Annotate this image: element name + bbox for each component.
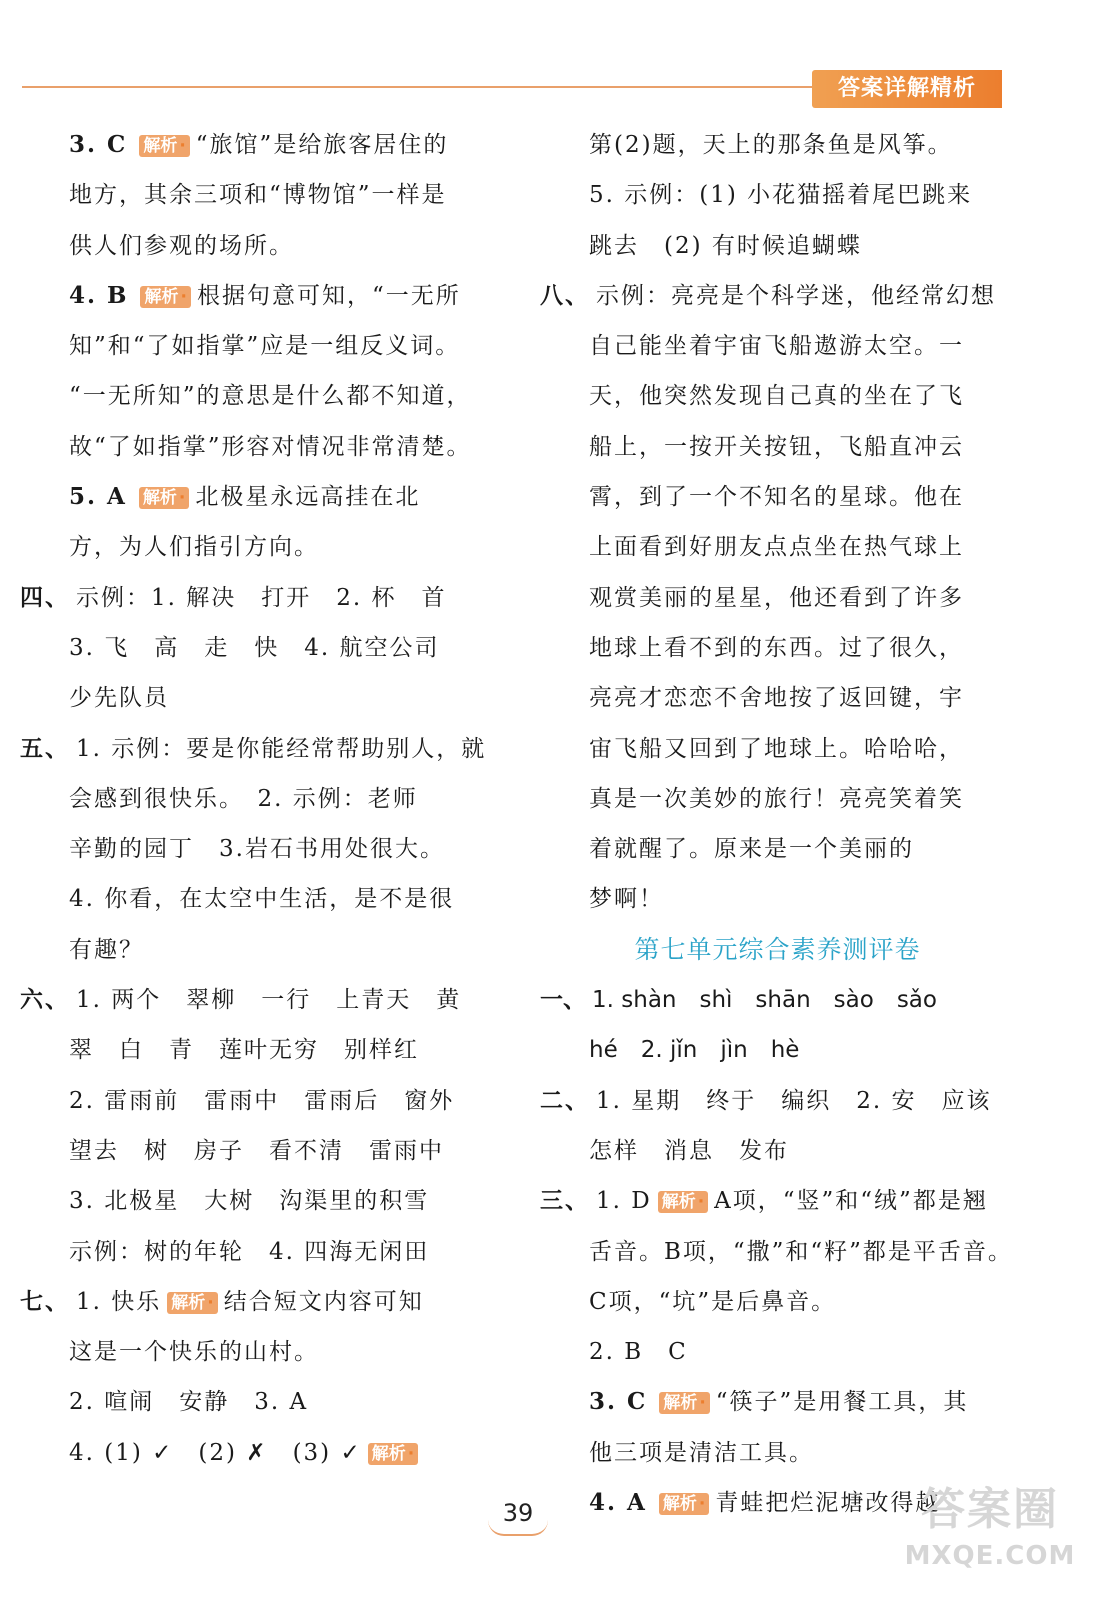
line-text: 地球上看不到的东西。过了很久， bbox=[589, 634, 964, 661]
answer-line bbox=[20, 371, 490, 421]
answer-line bbox=[540, 422, 1015, 472]
item-number: 六、 bbox=[20, 986, 70, 1014]
line-text: 天，他突然发现自己真的坐在了飞 bbox=[589, 383, 964, 410]
line-text: 他三项是清洁工具。 bbox=[589, 1439, 814, 1466]
item-number: 5. A bbox=[69, 483, 127, 511]
line-text: 第(2)题，天上的那条鱼是风筝。 bbox=[589, 132, 953, 158]
line-text: 船上，一按开关按钮，飞船直冲云 bbox=[589, 433, 964, 460]
answer-line bbox=[540, 321, 1015, 371]
answer-line bbox=[540, 170, 1015, 220]
answer-line bbox=[20, 170, 490, 220]
line-text: 观赏美丽的星星，他还看到了许多 bbox=[589, 584, 964, 611]
line-text: 2. B C bbox=[589, 1339, 688, 1366]
answer-line bbox=[20, 824, 490, 874]
line-text: 1. 星期 终于 编织 2. 安 应该 bbox=[596, 1087, 992, 1114]
watermark-logo bbox=[900, 1480, 1080, 1590]
line-text: 示例：1. 解决 打开 2. 杯 首 bbox=[76, 584, 447, 611]
answer-line bbox=[20, 120, 490, 170]
item-number: 三、 bbox=[540, 1187, 590, 1215]
section-title: 第七单元综合素养测评卷 bbox=[634, 934, 921, 964]
answer-line bbox=[20, 673, 490, 723]
answer-line bbox=[20, 1126, 490, 1176]
line-text: 跳去 (2) 有时候追蝴蝶 bbox=[589, 232, 862, 259]
item-number: 3. C bbox=[69, 131, 128, 158]
line-text: 2. 喧闹 安静 3. A bbox=[69, 1389, 309, 1416]
item-number: 二、 bbox=[540, 1086, 590, 1114]
watermark-url: MXQE.COM bbox=[904, 1541, 1076, 1571]
answer-line bbox=[20, 975, 490, 1025]
analysis-marker: 解析 · bbox=[167, 1292, 217, 1314]
answer-line bbox=[20, 774, 490, 824]
answer-line bbox=[20, 1176, 490, 1226]
line-text: 1. 两个 翠柳 一行 上青天 黄 bbox=[76, 987, 462, 1014]
analysis-marker: 解析 · bbox=[659, 1493, 709, 1515]
answer-line bbox=[540, 724, 1015, 774]
answer-line bbox=[540, 1428, 1015, 1478]
item-number: 3. C bbox=[589, 1388, 648, 1416]
line-text: 供人们参观的场所。 bbox=[69, 232, 294, 259]
answer-line bbox=[20, 422, 490, 472]
answer-line bbox=[540, 120, 1015, 170]
answer-line bbox=[20, 1428, 490, 1478]
answer-line bbox=[20, 321, 490, 371]
answer-line bbox=[20, 1377, 490, 1427]
line-text: 着就醒了。原来是一个美丽的 bbox=[589, 836, 914, 863]
analysis-marker: 解析 · bbox=[659, 1392, 709, 1414]
answer-line bbox=[20, 271, 490, 321]
answer-line bbox=[540, 874, 1015, 924]
line-text: 青蛙把烂泥塘改得越 bbox=[715, 1490, 941, 1517]
answer-line bbox=[540, 1025, 1015, 1075]
line-text: 真是一次美妙的旅行！亮亮笑着笑 bbox=[589, 785, 964, 812]
answer-line bbox=[20, 1025, 490, 1075]
item-number: 七、 bbox=[20, 1287, 70, 1315]
line-text: 这是一个快乐的山村。 bbox=[69, 1339, 319, 1366]
answer-line bbox=[540, 1327, 1015, 1377]
watermark-title: 答案圈 bbox=[921, 1484, 1059, 1535]
line-text: 3. 北极星 大树 沟渠里的积雪 bbox=[69, 1188, 430, 1215]
line-text: 方，为人们指引方向。 bbox=[69, 534, 319, 561]
analysis-marker: 解析 · bbox=[139, 487, 189, 509]
line-text-continued: 结合短文内容可知 bbox=[223, 1288, 424, 1315]
answer-line bbox=[540, 1176, 1015, 1226]
line-text: 1. 快乐 bbox=[76, 1288, 162, 1315]
answer-line bbox=[20, 724, 490, 774]
answer-line bbox=[20, 472, 490, 522]
line-text: 梦啊！ bbox=[589, 886, 664, 913]
answer-line bbox=[540, 824, 1015, 874]
item-number: 一、 bbox=[540, 987, 586, 1014]
answer-line bbox=[20, 1076, 490, 1126]
answer-line bbox=[540, 1377, 1015, 1427]
line-text: 宙飞船又回到了地球上。哈哈哈， bbox=[589, 735, 964, 762]
line-text: 3. 飞 高 走 快 4. 航空公司 bbox=[69, 634, 440, 661]
line-text: 4. 你看，在太空中生活，是不是很 bbox=[69, 886, 455, 913]
answer-line bbox=[540, 472, 1015, 522]
line-text: hé 2. jǐn jìn hè bbox=[589, 1037, 800, 1064]
line-text: 1. D bbox=[596, 1188, 652, 1215]
line-text: 少先队员 bbox=[69, 685, 169, 712]
answer-line bbox=[540, 1126, 1015, 1176]
left-column bbox=[20, 120, 490, 1478]
right-column bbox=[540, 120, 1015, 1528]
answer-line bbox=[20, 221, 490, 271]
line-text: 望去 树 房子 看不清 雷雨中 bbox=[69, 1137, 444, 1164]
line-text: 辛勤的园丁 3.岩石书用处很大。 bbox=[69, 836, 445, 863]
line-text: 会感到很快乐。 2. 示例：老师 bbox=[69, 785, 418, 812]
answer-line bbox=[20, 623, 490, 673]
analysis-marker: 解析 · bbox=[139, 135, 189, 157]
answer-line bbox=[540, 1277, 1015, 1327]
analysis-marker: 解析 · bbox=[140, 286, 190, 308]
line-text: 霄，到了一个不知名的星球。他在 bbox=[589, 484, 964, 511]
line-text: 怎样 消息 发布 bbox=[589, 1137, 789, 1164]
item-number: 八、 bbox=[540, 281, 590, 309]
answer-line bbox=[20, 925, 490, 975]
analysis-marker: 解析 · bbox=[368, 1443, 418, 1465]
line-text: 4. (1) ✓ (2) ✗ (3) ✓ bbox=[69, 1439, 362, 1466]
header-banner: 答案详解精析 bbox=[812, 70, 1002, 108]
answer-line bbox=[20, 1327, 490, 1377]
answer-line bbox=[540, 573, 1015, 623]
answer-line bbox=[540, 1076, 1015, 1126]
line-text-continued: A项，“竖”和“绒”都是翘 bbox=[714, 1188, 988, 1215]
analysis-marker: 解析 · bbox=[658, 1191, 708, 1213]
header-rule bbox=[22, 86, 822, 88]
answer-line bbox=[20, 573, 490, 623]
line-text: 翠 白 青 莲叶无穷 别样红 bbox=[69, 1037, 419, 1064]
line-text: 有趣？ bbox=[69, 936, 144, 963]
line-text: 舌音。B项，“撒”和“籽”都是平舌音。 bbox=[589, 1238, 1013, 1265]
line-text: 5. 示例：(1) 小花猫摇着尾巴跳来 bbox=[589, 182, 973, 209]
answer-line bbox=[540, 673, 1015, 723]
line-text: 上面看到好朋友点点坐在热气球上 bbox=[589, 534, 964, 561]
answer-line bbox=[540, 774, 1015, 824]
item-number: 4. A bbox=[589, 1489, 647, 1517]
line-text: 知”和“了如指掌”应是一组反义词。 bbox=[69, 333, 461, 360]
line-text: “一无所知”的意思是什么都不知道， bbox=[69, 383, 472, 410]
answer-line bbox=[20, 874, 490, 924]
line-text: 自己能坐着宇宙飞船遨游太空。一 bbox=[589, 333, 964, 360]
answer-line bbox=[540, 371, 1015, 421]
answer-line bbox=[540, 623, 1015, 673]
answer-line bbox=[20, 1227, 490, 1277]
item-number: 四、 bbox=[20, 583, 70, 611]
line-text: 亮亮才恋恋不舍地按了返回键，宇 bbox=[589, 685, 964, 712]
line-text: “旅馆”是给旅客居住的 bbox=[195, 132, 449, 158]
line-text: C项，“坑”是后鼻音。 bbox=[589, 1288, 837, 1315]
line-text: 1. 示例：要是你能经常帮助别人，就 bbox=[76, 735, 487, 762]
answer-line bbox=[20, 1277, 490, 1327]
line-text: 1. shàn shì shān sào sǎo bbox=[592, 987, 937, 1014]
line-text: 地方，其余三项和“博物馆”一样是 bbox=[69, 182, 447, 209]
answer-line bbox=[540, 221, 1015, 271]
line-text: 根据句意可知，“一无所 bbox=[196, 282, 461, 309]
answer-line bbox=[20, 522, 490, 572]
line-text: “筷子”是用餐工具，其 bbox=[715, 1389, 969, 1416]
line-text: 2. 雷雨前 雷雨中 雷雨后 窗外 bbox=[69, 1087, 455, 1114]
item-number: 4. B bbox=[69, 281, 129, 309]
answer-line bbox=[540, 1227, 1015, 1277]
answer-line bbox=[540, 975, 1015, 1025]
answer-line bbox=[540, 271, 1015, 321]
line-text: 示例：亮亮是个科学迷，他经常幻想 bbox=[596, 282, 996, 309]
item-number: 五、 bbox=[20, 734, 70, 762]
page-number: 39 bbox=[488, 1496, 548, 1536]
line-text: 故“了如指掌”形容对情况非常清楚。 bbox=[69, 433, 472, 460]
line-text: 示例：树的年轮 4. 四海无闲田 bbox=[69, 1238, 430, 1265]
line-text: 北极星永远高挂在北 bbox=[195, 484, 421, 511]
answer-line bbox=[540, 522, 1015, 572]
